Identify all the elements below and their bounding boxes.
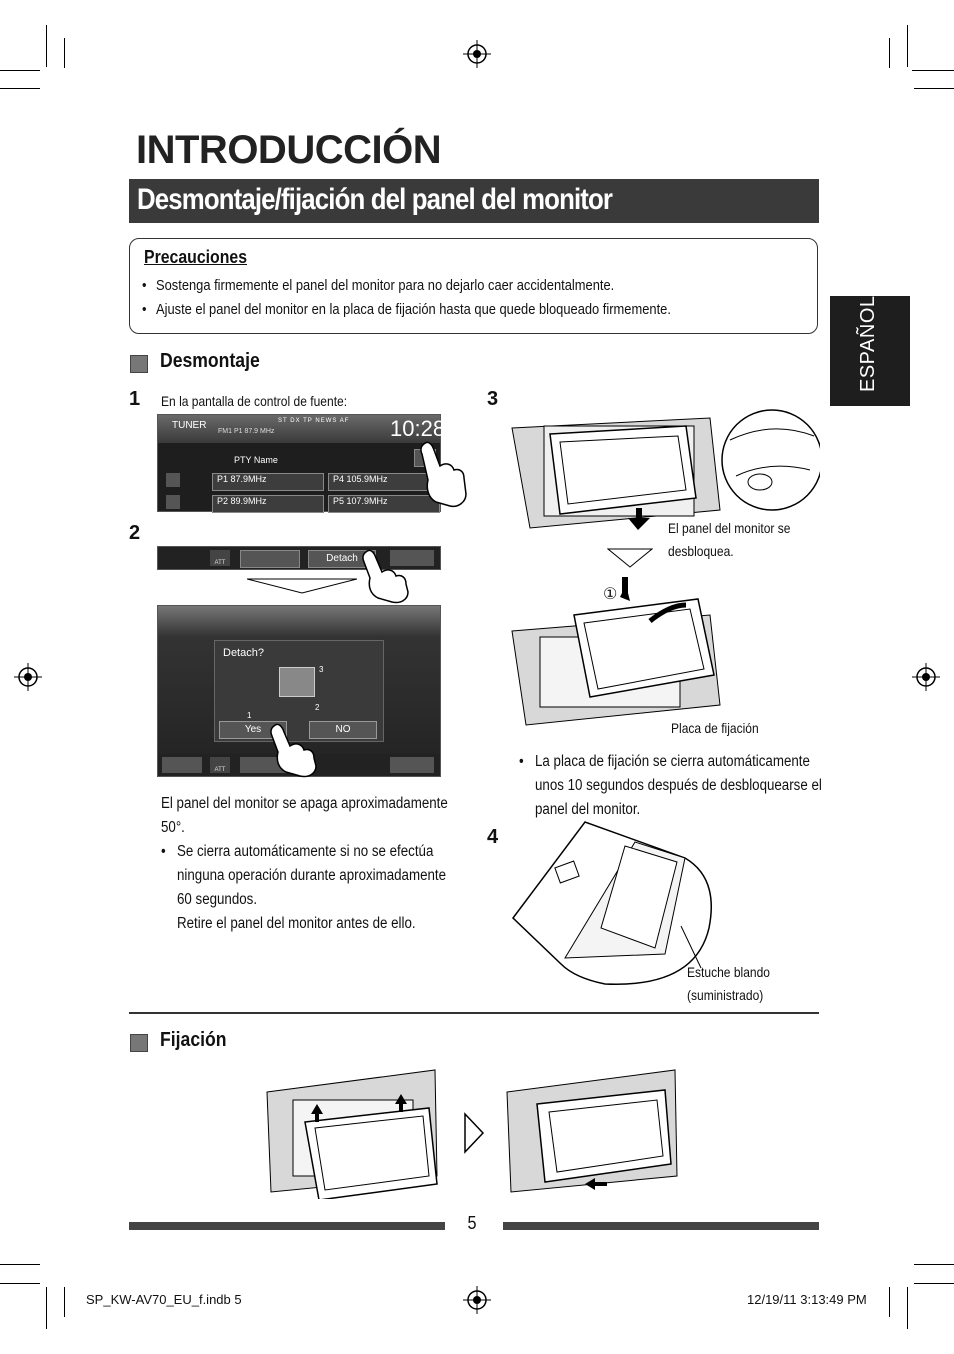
plate-note: panel del monitor. (535, 801, 641, 818)
desmontaje-heading: Desmontaje (160, 350, 260, 372)
crop-mark (914, 88, 954, 89)
bullet-icon: • (142, 277, 147, 294)
monitor-tilt-icon (279, 667, 315, 697)
crop-mark (46, 25, 47, 67)
next-arrow-icon (463, 1112, 485, 1154)
mark-2: 2 (315, 703, 320, 712)
registration-mark-icon (463, 40, 491, 68)
pty-name: PTY Name (234, 455, 278, 465)
step-number: 1 (129, 388, 141, 410)
preset-button[interactable]: P1 87.9MHz (212, 473, 324, 491)
circled-number: ① (603, 586, 618, 603)
mark-1: 1 (247, 711, 252, 720)
attach-illustration-2 (505, 1064, 680, 1199)
registration-mark-icon (912, 663, 940, 691)
no-button[interactable]: NO (309, 721, 377, 739)
registration-mark-icon (463, 1286, 491, 1314)
page-title: INTRODUCCIÓN (136, 128, 442, 172)
case-caption: (suministrado) (687, 987, 764, 1003)
crop-mark (914, 1283, 954, 1284)
precautions-heading: Precauciones (144, 247, 248, 267)
list-icon[interactable] (166, 495, 180, 509)
dialog-question: Detach? (223, 647, 264, 659)
language-label: ESPAÑOL (857, 295, 879, 392)
caption-text: desbloquea. (668, 543, 734, 559)
page-number: 5 (467, 1213, 477, 1233)
crop-mark (889, 38, 890, 68)
yes-button[interactable]: Yes (219, 721, 287, 739)
bullet-icon: • (142, 301, 147, 318)
down-triangle-icon (247, 578, 357, 594)
footer-bar (129, 1222, 445, 1230)
clock: 10:28 (390, 416, 446, 441)
pointing-hand-icon (360, 548, 412, 604)
crop-mark (0, 70, 40, 71)
section-square-icon (130, 355, 148, 373)
note-bullet: Se cierra automáticamente si no se efectúa (177, 843, 434, 860)
pointing-hand-icon (418, 440, 470, 510)
crop-mark (907, 25, 908, 67)
plate-caption: Placa de fijación (671, 720, 759, 736)
footer-filename: SP_KW-AV70_EU_f.indb 5 (86, 1292, 242, 1307)
note-bullet: ninguna operación durante aproximadamente (177, 867, 447, 884)
note-bullet: 60 segundos. (177, 891, 258, 908)
section-square-icon (130, 1034, 148, 1052)
frequency-line: FM1 P1 87.9 MHz (218, 428, 275, 435)
step-number: 4 (487, 826, 499, 848)
precaution-item: Sostenga firmemente el panel del monitor para no dejarlo caer accidentalmente. (156, 277, 615, 294)
banner-title: Desmontaje/fijación del panel del monitor (137, 183, 613, 216)
registration-mark-icon (14, 663, 42, 691)
precautions-box (129, 238, 818, 334)
plate-note: La placa de fijación se cierra automáticamente (535, 753, 810, 770)
language-tab (830, 296, 910, 406)
crop-mark (0, 1264, 40, 1265)
fijacion-heading: Fijación (160, 1029, 227, 1051)
att-button[interactable]: ATT (210, 757, 230, 773)
preset-button[interactable]: P5 107.9MHz (328, 495, 440, 513)
case-caption: Estuche blando (687, 964, 771, 980)
note-bullet: Retire el panel del monitor antes de ello. (177, 915, 416, 932)
footer-bar (503, 1222, 819, 1230)
detach-button[interactable]: Detach (308, 550, 376, 568)
mounting-plate-illustration (510, 575, 730, 735)
section-banner (129, 179, 819, 223)
down-triangle-icon (607, 548, 653, 568)
back-button[interactable] (162, 757, 202, 773)
step1-text: En la pantalla de control de fuente: (161, 393, 348, 409)
crop-mark (64, 38, 65, 68)
precaution-item: Ajuste el panel del monitor en la placa de fijación hasta que quede bloqueado firmemente. (156, 301, 671, 318)
plate-note: unos 10 segundos después de desbloquearse el (535, 777, 822, 794)
mark-3: 3 (319, 665, 324, 674)
crop-mark (912, 70, 954, 71)
step-number: 2 (129, 522, 141, 544)
caption-text: El panel del monitor se (668, 520, 791, 536)
crop-mark (0, 88, 40, 89)
tuner-screen (157, 414, 446, 512)
bullet-icon: • (161, 843, 166, 860)
attach-illustration-1 (265, 1064, 440, 1199)
note-text: El panel del monitor se apaga aproximadamente (161, 795, 448, 812)
preset-button[interactable]: P4 105.9MHz (328, 473, 440, 491)
preset-button[interactable]: P2 89.9MHz (212, 495, 324, 513)
note-text: 50°. (161, 819, 185, 836)
crop-mark (0, 1283, 40, 1284)
crop-mark (907, 1287, 908, 1329)
divider (129, 1012, 819, 1014)
source-label: TUNER (172, 420, 207, 431)
step-number: 3 (487, 388, 499, 410)
footer-timestamp: 12/19/11 3:13:49 PM (747, 1292, 867, 1307)
crop-mark (889, 1287, 890, 1317)
bullet-icon: • (519, 753, 524, 770)
crop-mark (46, 1287, 47, 1329)
volume-buttons[interactable] (240, 550, 300, 568)
crop-mark (914, 1264, 954, 1265)
crop-mark (64, 1287, 65, 1317)
bluetooth-icon[interactable] (166, 473, 180, 487)
hide-button[interactable] (390, 757, 434, 773)
pointing-hand-icon (268, 722, 320, 778)
att-button[interactable]: ATT (210, 550, 230, 566)
indicator-strip: ST DX TP NEWS AF (278, 418, 350, 424)
